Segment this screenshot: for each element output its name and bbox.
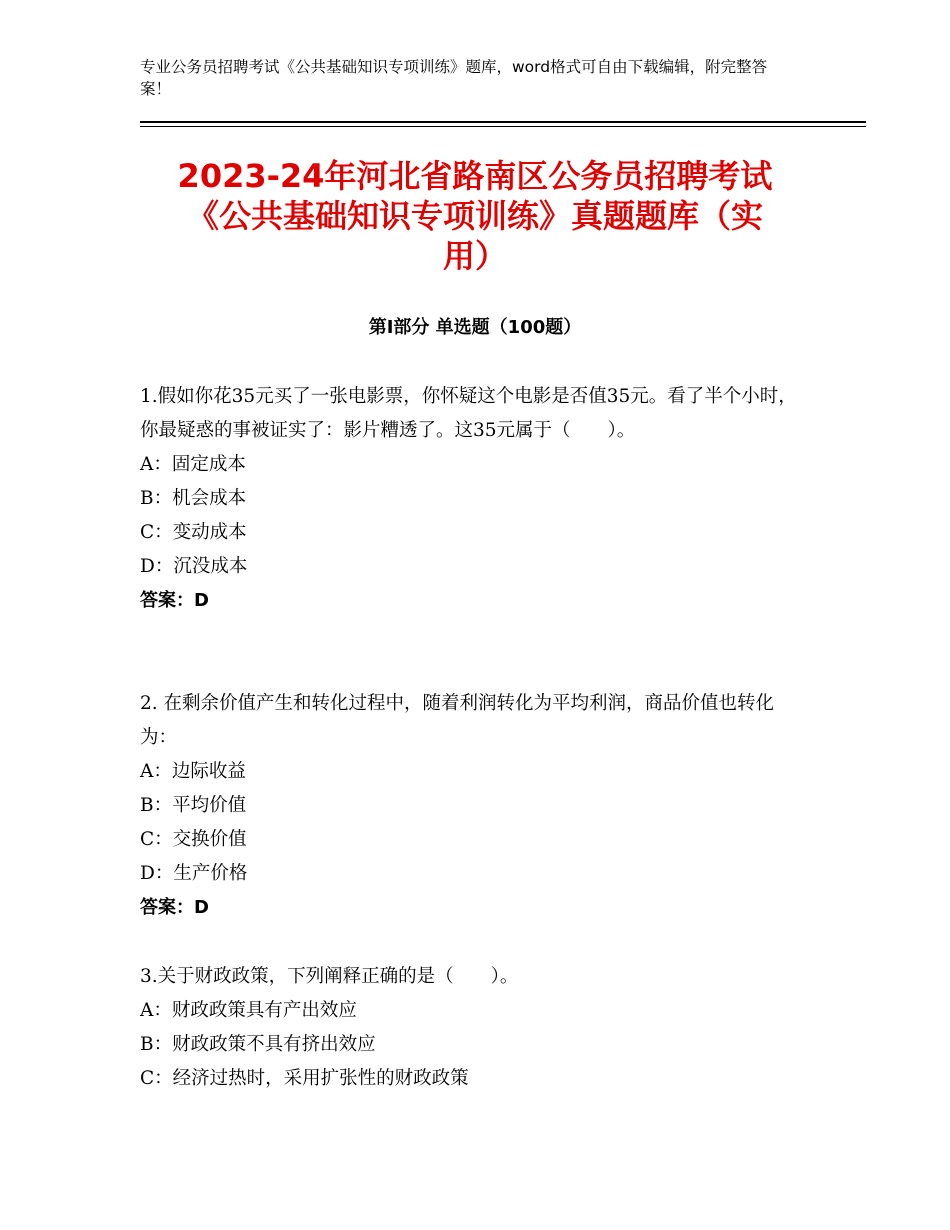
question-3	[140, 960, 810, 1096]
option-c: C：经济过热时，采用扩张性的财政政策	[140, 1068, 469, 1089]
option-d: D：生产价格	[140, 863, 248, 884]
question-1	[140, 380, 810, 618]
option-a: A：边际收益	[140, 761, 246, 782]
title-line-2: 《公共基础知识专项训练》真题题库（实	[186, 197, 763, 235]
question-stem: 2. 在剩余价值产生和转化过程中，随着利润转化为平均利润，商品价值也转化为：	[140, 693, 775, 748]
answer: 答案：D	[140, 590, 209, 611]
document-title	[150, 156, 800, 276]
answer: 答案：D	[140, 897, 209, 918]
option-a: A：财政政策具有产出效应	[140, 1000, 357, 1021]
question-2	[140, 687, 810, 925]
option-b: B：平均价值	[140, 795, 247, 816]
title-line-3: 用）	[442, 237, 507, 275]
option-c: C：变动成本	[140, 522, 247, 543]
question-stem: 3.关于财政政策，下列阐释正确的是（ ）。	[140, 966, 519, 987]
section-heading: 第I部分 单选题（100题）	[368, 317, 582, 338]
header-rule-thick	[140, 121, 866, 123]
header-note: 专业公务员招聘考试《公共基础知识专项训练》题库，word格式可自由下载编辑，附完整答案！	[140, 58, 768, 98]
option-b: B：财政政策不具有挤出效应	[140, 1034, 376, 1055]
question-stem: 1.假如你花35元买了一张电影票，你怀疑这个电影是否值35元。看了半个小时，你最疑惑的事被证实了：影片糟透了。这35元属于（ ）。	[140, 386, 797, 441]
option-a: A：固定成本	[140, 454, 246, 475]
option-d: D：沉没成本	[140, 556, 248, 577]
header-rule-thin	[140, 126, 866, 127]
title-line-1: 2023-24年河北省路南区公务员招聘考试	[177, 157, 773, 195]
option-b: B：机会成本	[140, 488, 247, 509]
option-c: C：交换价值	[140, 829, 247, 850]
